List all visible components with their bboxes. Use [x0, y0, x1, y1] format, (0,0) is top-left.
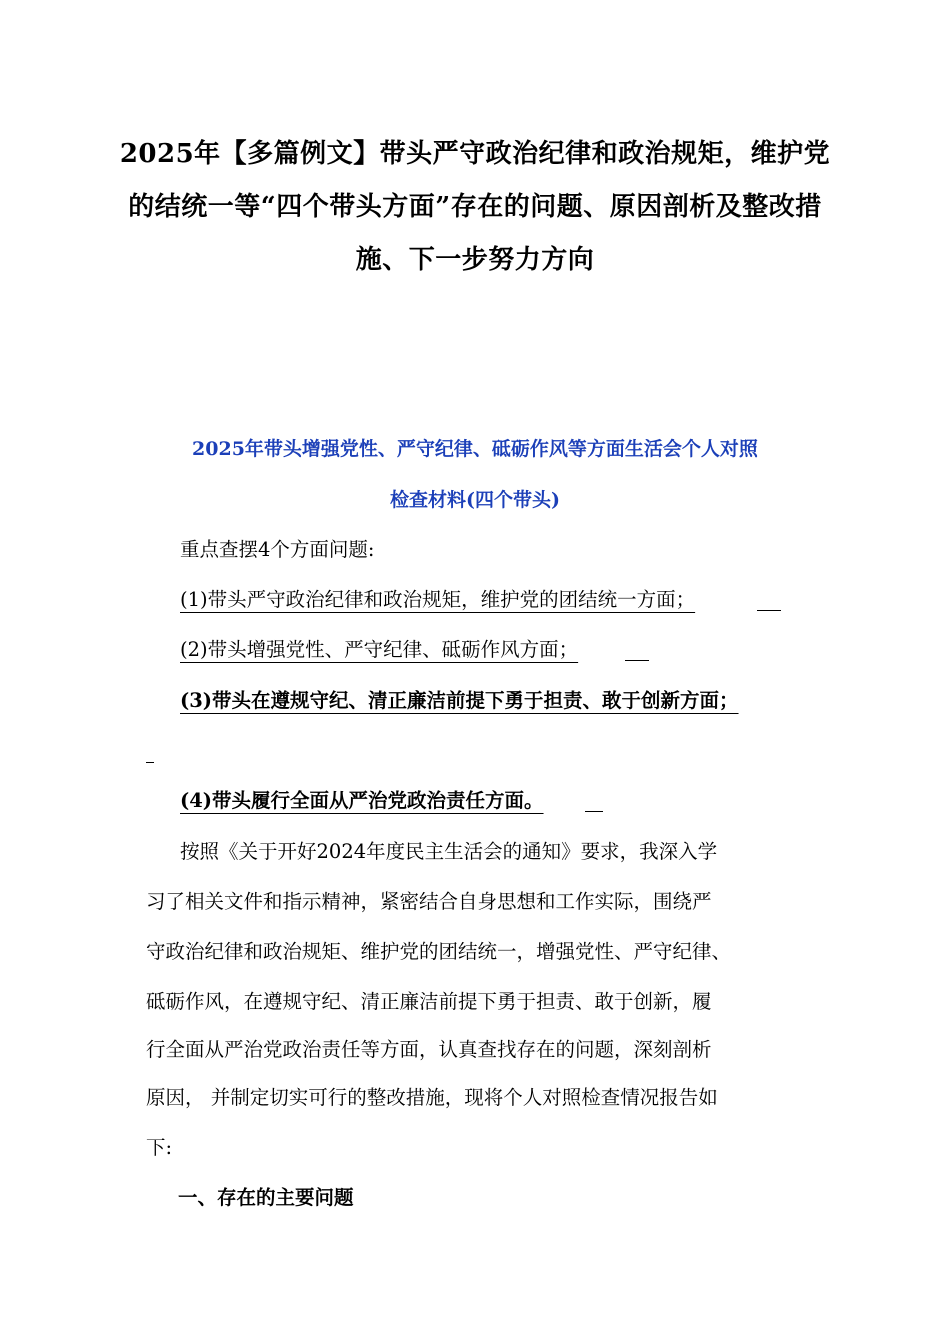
- underline-tail-4: [585, 811, 603, 812]
- document-title: 2025年【多篇例文】带头严守政治纪律和政治规矩，维护党的结统一等“四个带头方面”存在的问题、原因剖析及整改措施、下一步努力方向: [119, 139, 831, 275]
- paragraph-line-6: 原因， 并制定切实可行的整改措施，现将个人对照检查情况报告如: [146, 1086, 718, 1109]
- paragraph-line-5: 行全面从严治党政治责任等方面，认真查找存在的问题，深刻剖析: [146, 1038, 712, 1061]
- paragraph-line-4: 砥砺作风，在遵规守纪、清正廉洁前提下勇于担责、敢于创新，履: [146, 990, 712, 1013]
- section-heading: 一、存在的主要问题: [178, 1186, 354, 1209]
- list-item-2: (2)带头增强党性、严守纪律、砥砺作风方面；: [180, 638, 579, 661]
- intro-text: 重点查摆4个方面问题:: [180, 538, 375, 561]
- underline-tail-1: [757, 610, 781, 611]
- paragraph-line-7: 下:: [146, 1136, 173, 1159]
- paragraph-line-2: 习了相关文件和指示精神，紧密结合自身思想和工作实际，围绕严: [146, 890, 712, 913]
- underline-wrap-mark: [146, 762, 154, 763]
- underline-tail-2: [625, 660, 649, 661]
- subtitle-line-2: 检查材料(四个带头): [390, 489, 560, 511]
- list-item-3: (3)带头在遵规守纪、清正廉洁前提下勇于担责、敢于创新方面；: [180, 689, 739, 712]
- paragraph-line-1: 按照《关于开好2024年度民主生活会的通知》要求，我深入学: [180, 840, 718, 863]
- subtitle-line-1: 2025年带头增强党性、严守纪律、砥砺作风等方面生活会个人对照: [192, 438, 758, 460]
- list-item-4: (4)带头履行全面从严治党政治责任方面。: [180, 789, 544, 812]
- paragraph-line-3: 守政治纪律和政治规矩、维护党的团结统一，增强党性、严守纪律、: [146, 940, 732, 963]
- list-item-1: (1)带头严守政治纪律和政治规矩，维护党的团结统一方面；: [180, 588, 696, 611]
